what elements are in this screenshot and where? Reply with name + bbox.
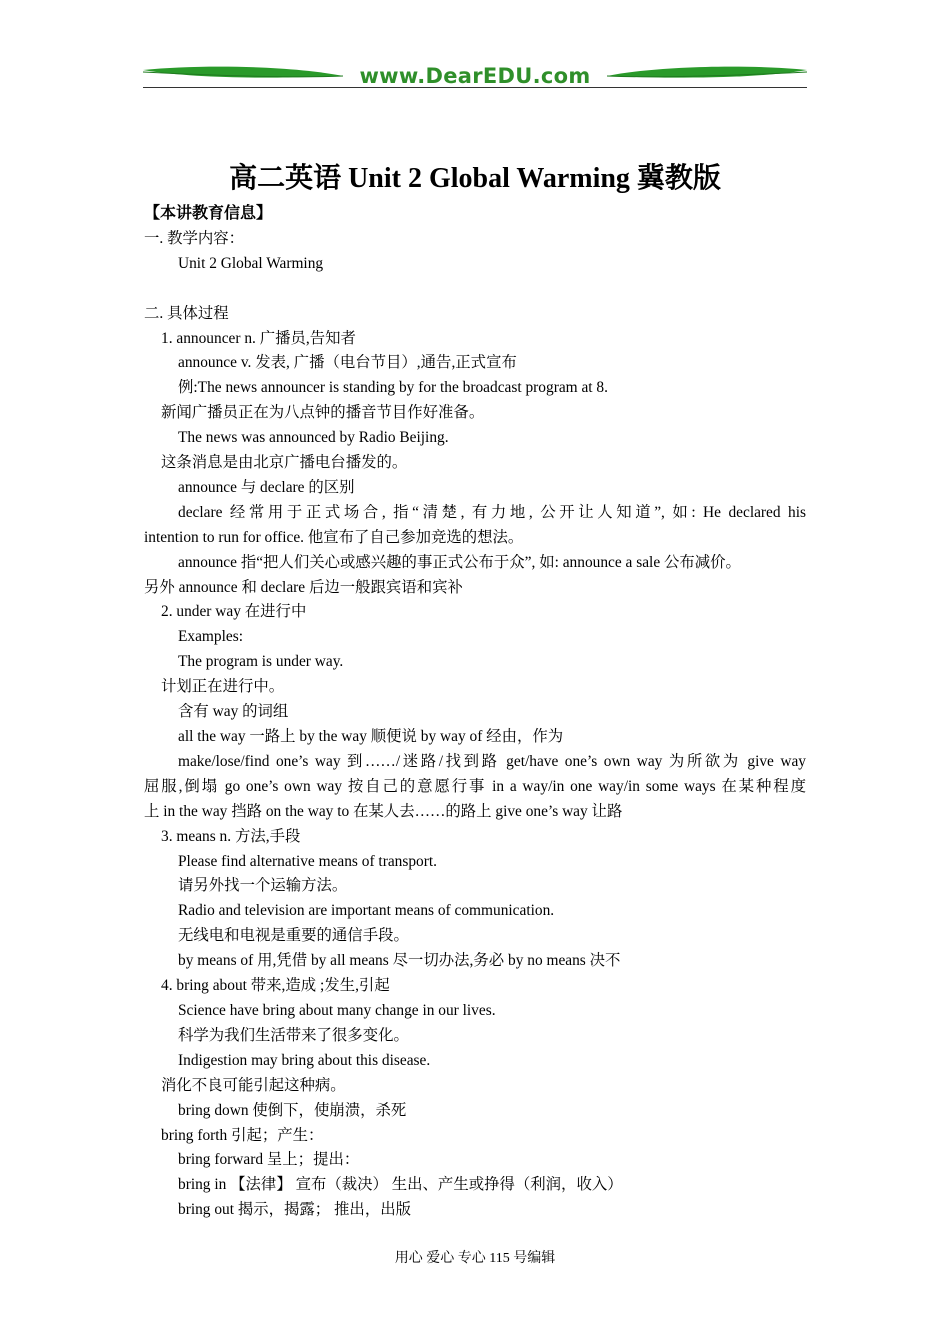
- text-line: 屈服,倒塌 go one’s own way 按自己的意愿行事 in a way/in one way/in some ways 在某种程度: [144, 777, 806, 795]
- header-divider: [143, 87, 807, 88]
- text-line: Unit 2 Global Warming: [178, 254, 324, 272]
- text-line: bring down 使倒下，使崩溃，杀死: [178, 1101, 407, 1119]
- page-footer: 用心 爱心 专心 115 号编辑: [394, 1251, 556, 1266]
- text-line: announce 与 declare 的区别: [178, 478, 355, 496]
- text-line: 计划正在进行中。: [161, 678, 285, 696]
- text-line: The news was announced by Radio Beijing.: [178, 429, 449, 447]
- text-line: Indigestion may bring about this disease.: [178, 1051, 431, 1069]
- text-line: 另外 announce 和 declare 后边一般跟宾语和宾补: [144, 578, 463, 596]
- text-line: 含有 way 的词组: [178, 703, 289, 721]
- text-line: 请另外找一个运输方法。: [178, 877, 348, 895]
- text-line: Radio and television are important means of communication.: [178, 902, 555, 920]
- text-line: Please find alternative means of transport.: [178, 852, 437, 870]
- site-header: [143, 62, 807, 92]
- text-line: by means of 用,凭借 by all means 尽一切办法,务必 by no means 决不: [178, 952, 621, 970]
- text-line: bring forward 呈上；提出：: [178, 1151, 360, 1169]
- text-line: 这条消息是由北京广播电台播发的。: [161, 454, 408, 472]
- text-line: 上 in the way 挡路 on the way to 在某人去……的路上 give one’s way 让路: [144, 802, 623, 820]
- text-line: Science have bring about many change in our lives.: [178, 1001, 496, 1019]
- text-line: announce 指“把人们关心或感兴趣的事正式公布于众”, 如: announce a sale 公布减价。: [178, 553, 741, 571]
- text-line: bring out 揭示，揭露； 推出，出版: [178, 1201, 411, 1219]
- text-line: announce v. 发表, 广播（电台节目）,通告,正式宣布: [178, 354, 517, 372]
- text-line: bring in 【法律】 宣布（裁决） 生出、产生或挣得（利润，收入）: [178, 1176, 623, 1194]
- text-line: all the way 一路上 by the way 顺便说 by way of 经由，作为: [178, 728, 564, 746]
- text-line: declare 经常用于正式场合, 指“清楚, 有力地, 公开让人知道”, 如: He declared his: [178, 503, 806, 521]
- text-line: Examples:: [178, 628, 243, 646]
- text-line: 二. 具体过程: [144, 304, 229, 322]
- text-line: 1. announcer n. 广播员,告知者: [161, 329, 356, 347]
- text-line: 4. bring about 带来,造成 ;发生,引起: [161, 977, 390, 995]
- text-line: 新闻广播员正在为八点钟的播音节目作好准备。: [161, 404, 485, 422]
- text-line: 无线电和电视是重要的通信手段。: [178, 927, 409, 945]
- text-line: The program is under way.: [178, 653, 344, 671]
- text-line: 科学为我们生活带来了很多变化。: [178, 1026, 409, 1044]
- document-body: [144, 202, 806, 1223]
- text-line: 消化不良可能引起这种病。: [161, 1076, 346, 1094]
- text-line: intention to run for office. 他宣布了自己参加竞选的想法。: [144, 528, 524, 546]
- text-line: 2. under way 在进行中: [161, 603, 307, 621]
- blank-line: [144, 277, 806, 302]
- text-line: 例:The news announcer is standing by for the broadcast program at 8.: [178, 379, 608, 397]
- page-title: 高二英语 Unit 2 Global Warming 冀教版: [229, 163, 721, 194]
- site-logo-text[interactable]: www.DearEDU.com: [359, 64, 591, 88]
- text-line: 一. 教学内容：: [144, 229, 245, 247]
- text-line: bring forth 引起；产生：: [161, 1126, 324, 1144]
- section-heading: 【本讲教育信息】: [144, 205, 273, 222]
- text-line: 3. means n. 方法,手段: [161, 827, 301, 845]
- text-line: make/lose/find one’s way 到……/迷路/找到路 get/have one’s own way 为所欲为 give way: [178, 752, 806, 770]
